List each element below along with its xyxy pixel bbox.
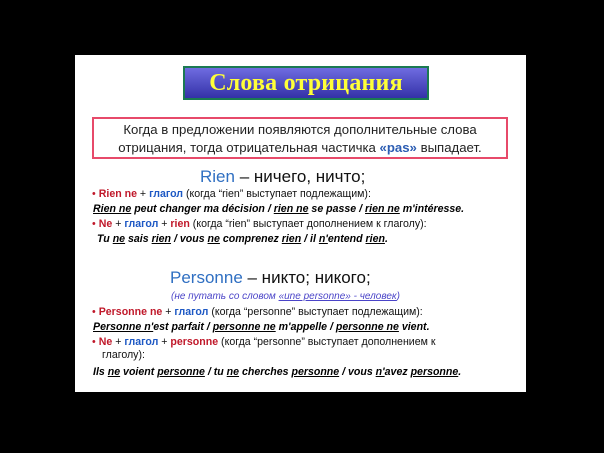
rule-verb: глагол xyxy=(124,218,159,230)
ex-neg: rien xyxy=(365,233,385,245)
ex-text: avez xyxy=(384,366,411,378)
ex-neg: rien ne xyxy=(365,203,400,215)
ex-neg: personne xyxy=(410,366,459,378)
ex-text: / vous xyxy=(171,233,208,245)
ex-text: sais xyxy=(125,233,152,245)
bullet-icon: • xyxy=(92,306,96,318)
ex-text: voient xyxy=(120,366,158,378)
ex-neg: rien ne xyxy=(273,203,309,215)
slide xyxy=(75,55,526,392)
personne-rule-1 xyxy=(92,306,423,319)
ex-text: . xyxy=(458,366,462,378)
slide-title: Слова отрицания xyxy=(209,69,403,96)
ex-text: peut changer ma décision / xyxy=(131,203,274,215)
ex-neg: ne xyxy=(107,366,121,378)
ex-text: est parfait / xyxy=(153,321,213,333)
ex-neg: personne ne xyxy=(212,321,276,333)
ex-neg: personne xyxy=(157,366,205,378)
plus: + xyxy=(136,188,150,200)
intro-text: отрицания, тогда отрицательная частичка xyxy=(118,140,380,155)
ex-text: Ils xyxy=(93,366,108,378)
personne-note xyxy=(171,291,400,302)
intro-box xyxy=(92,117,508,159)
ex-text: / il xyxy=(301,233,319,245)
personne-translation: – никто; никого; xyxy=(242,268,371,287)
rule-desc: (когда “personne” выступает дополнением к xyxy=(218,336,436,348)
rule-desc: (когда “personne” выступает подлежащим): xyxy=(208,306,423,318)
rien-example-1 xyxy=(93,203,464,215)
plus: + xyxy=(112,218,125,230)
ex-neg: personne xyxy=(291,366,340,378)
ex-text: se passe / xyxy=(308,203,366,215)
personne-example-1 xyxy=(93,321,430,333)
personne-example-2 xyxy=(93,366,461,378)
title-banner xyxy=(183,66,429,100)
rule-verb: глагол xyxy=(149,188,184,200)
rule-desc: (когда “rien” выступает дополнением к глаголу): xyxy=(189,218,427,230)
rule-term: Personne ne xyxy=(98,306,163,318)
intro-text-end: выпадает. xyxy=(416,140,482,155)
rule-verb: глагол xyxy=(174,306,209,318)
rien-rule-1 xyxy=(92,188,371,201)
rule-term: Ne xyxy=(98,336,113,348)
plus: + xyxy=(158,218,171,230)
ex-text: m'intéresse. xyxy=(399,203,465,215)
rien-example-2 xyxy=(97,233,388,245)
rule-term: Rien ne xyxy=(98,188,137,200)
personne-word: Personne xyxy=(170,268,243,287)
plus: + xyxy=(162,306,175,318)
plus: + xyxy=(112,336,125,348)
ex-neg: n' xyxy=(375,366,385,378)
ex-neg: rien xyxy=(281,233,302,245)
note-text: (не путать со словом xyxy=(171,291,279,302)
ex-neg: personne ne xyxy=(335,321,399,333)
ex-neg: ne xyxy=(112,233,126,245)
rule-desc-cont: глаголу): xyxy=(102,349,145,361)
rien-heading xyxy=(200,167,365,187)
ex-text: cherches xyxy=(239,366,292,378)
pas-word: «pas» xyxy=(379,140,417,155)
rule-term: personne xyxy=(170,336,219,348)
ex-neg: Rien ne xyxy=(93,203,132,215)
ex-neg: Personne n' xyxy=(93,321,154,333)
rule-desc: (когда “rien” выступает подлежащим): xyxy=(183,188,371,200)
ex-neg: rien xyxy=(151,233,172,245)
ex-text: / tu xyxy=(204,366,227,378)
rule-verb: глагол xyxy=(124,336,159,348)
rien-translation: – ничего, ничто; xyxy=(234,167,366,186)
personne-rule-2 xyxy=(92,336,435,362)
ex-text: vient. xyxy=(398,321,430,333)
ex-text: / vous xyxy=(339,366,376,378)
note-end: ) xyxy=(396,291,400,302)
personne-heading xyxy=(170,268,371,288)
ex-neg: n' xyxy=(318,233,328,245)
rien-rule-2 xyxy=(92,218,427,231)
note-term: «une personne» - человек xyxy=(278,291,397,302)
ex-neg: ne xyxy=(226,366,240,378)
bullet-icon: • xyxy=(92,188,96,200)
ex-text: entend xyxy=(327,233,366,245)
rule-term: rien xyxy=(170,218,190,230)
ex-neg: ne xyxy=(207,233,220,245)
bullet-icon: • xyxy=(92,336,96,348)
ex-text: . xyxy=(384,233,388,245)
ex-text: Tu xyxy=(97,233,113,245)
intro-line-1: Когда в предложении появляются дополнительные слова xyxy=(123,122,477,137)
ex-text: comprenez xyxy=(219,233,282,245)
rule-term: Ne xyxy=(98,218,113,230)
intro-line-2 xyxy=(94,139,506,157)
bullet-icon: • xyxy=(92,218,96,230)
plus: + xyxy=(158,336,171,348)
rien-word: Rien xyxy=(200,167,235,186)
ex-text: m'appelle / xyxy=(275,321,336,333)
